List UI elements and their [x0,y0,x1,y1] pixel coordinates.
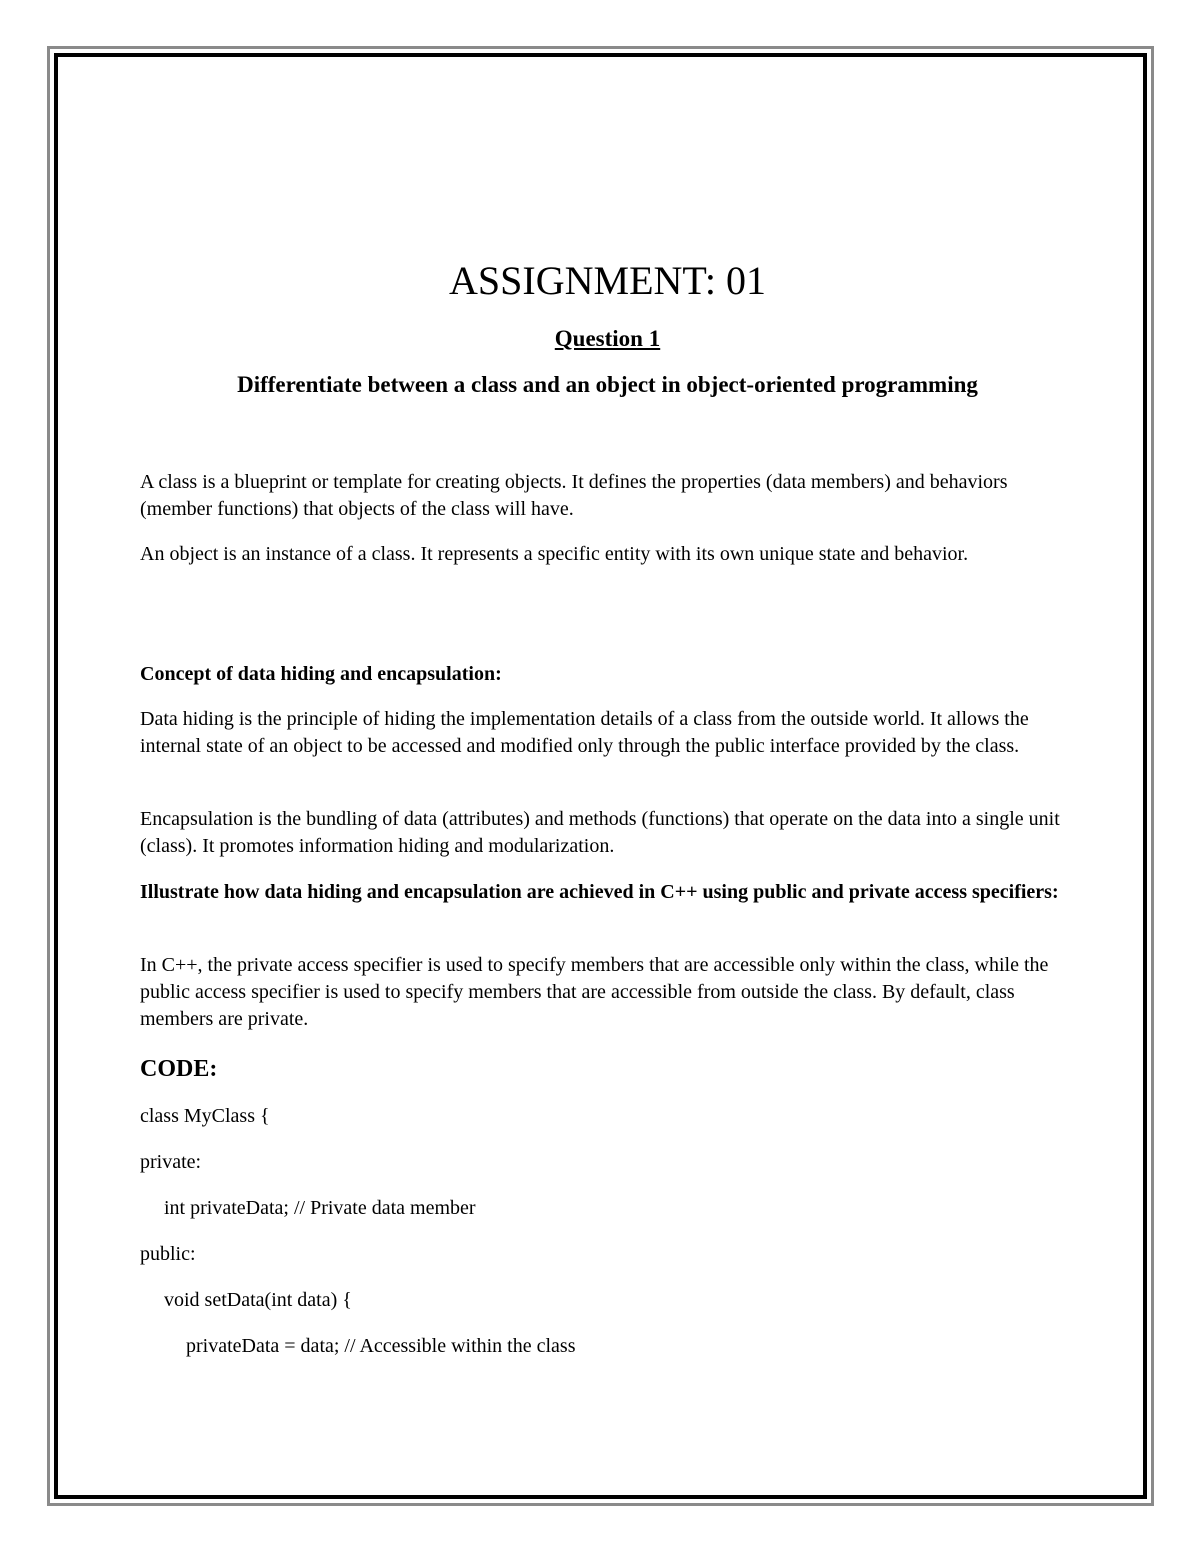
paragraph-cpp-specifiers: In C++, the private access specifier is used to specify members that are accessible only within the class, while the public access specifier is used to specify members that are accessible from outside the class. By default, class members are private. [140,954,1049,1030]
paragraph-data-hiding: Data hiding is the principle of hiding the implementation details of a class from the outside world. It allows the internal state of an object to be accessed and modified only through the public interface provided by the class. [140,708,1029,757]
document-title: ASSIGNMENT: 01 [449,258,766,303]
heading-concept: Concept of data hiding and encapsulation: [140,663,502,685]
question-label: Question 1 [554,326,661,351]
code-line: void setData(int data) { [164,1289,352,1311]
question-text: Differentiate between a class and an object in object-oriented programming [237,372,978,397]
code-heading: CODE: [140,1056,218,1082]
code-line: int privateData; // Private data member [164,1197,476,1219]
paragraph-encapsulation: Encapsulation is the bundling of data (attributes) and methods (functions) that operate on the data into a single unit (class). It promotes information hiding and modularization. [140,808,1060,857]
code-line: class MyClass { [140,1105,270,1127]
heading-illustrate: Illustrate how data hiding and encapsulation are achieved in C++ using public and private access specifiers: [140,881,1059,903]
paragraph-object-definition: An object is an instance of a class. It represents a specific entity with its own unique state and behavior. [140,543,969,565]
code-line: public: [140,1243,196,1265]
code-line: privateData = data; // Accessible within the class [186,1335,576,1357]
paragraph-class-definition: A class is a blueprint or template for creating objects. It defines the properties (data members) and behaviors (member functions) that objects of the class will have. [140,471,1008,520]
code-line: private: [140,1151,202,1173]
